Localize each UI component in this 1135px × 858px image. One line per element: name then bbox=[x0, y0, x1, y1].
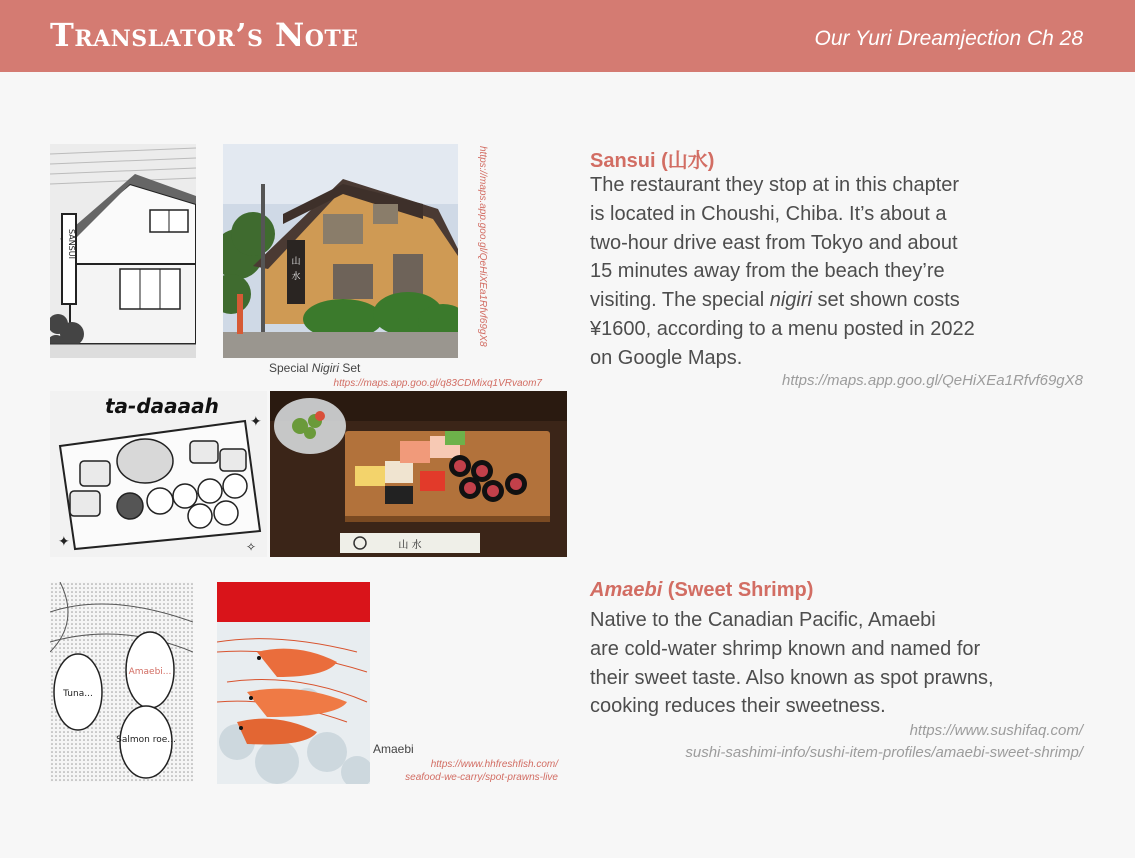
amaebi-body-line: their sweet taste. Also known as spot prawns, bbox=[590, 666, 994, 689]
sansui-body-line: on Google Maps. bbox=[590, 346, 743, 369]
manga-panel-restaurant bbox=[50, 144, 196, 358]
sansui-body-line: The restaurant they stop at in this chapter bbox=[590, 174, 960, 196]
amaebi-photo-url-line[interactable]: https://www.hhfreshfish.com/ bbox=[430, 759, 558, 770]
sansui-body-line: two-hour drive east from Tokyo and about bbox=[590, 231, 958, 254]
photo-amaebi-shrimp bbox=[217, 582, 370, 784]
amaebi-title bbox=[590, 579, 813, 602]
amaebi-source-url[interactable] bbox=[685, 720, 1083, 764]
sansui-body-line-nigiri bbox=[590, 286, 1070, 315]
chapter-label: Our Yuri Dreamjection Ch 28 bbox=[814, 27, 1083, 50]
amaebi-source-url-line[interactable]: sushi-sashimi-info/sushi-item-profiles/amaebi-sweet-shrimp/ bbox=[685, 744, 1083, 761]
page-title: Translator’s Note bbox=[50, 16, 359, 54]
manga-sfx-text: ta-daaaah bbox=[105, 394, 219, 418]
sansui-body-text: visiting. The special bbox=[590, 289, 770, 312]
manga-sign-text: SANSUI bbox=[67, 229, 76, 259]
amaebi-caption: Amaebi bbox=[373, 742, 414, 756]
amaebi-title-rest: (Sweet Shrimp) bbox=[662, 579, 814, 601]
sansui-body bbox=[590, 171, 1070, 373]
svg-text:✦: ✦ bbox=[250, 413, 262, 429]
amaebi-body-line: Native to the Canadian Pacific, Amaebi bbox=[590, 609, 936, 631]
amaebi-body bbox=[590, 606, 1070, 721]
photo-nigiri-set bbox=[270, 391, 567, 557]
nigiri-set-caption bbox=[269, 361, 360, 375]
sansui-body-text: set shown costs bbox=[811, 289, 960, 312]
photo-restaurant-exterior bbox=[223, 144, 458, 358]
bubble-amaebi: Amaebi... bbox=[128, 667, 172, 677]
amaebi-photo-url-line[interactable]: seafood-we-carry/spot-prawns-live bbox=[405, 772, 558, 783]
bubble-salmon-roe: Salmon roe... bbox=[116, 735, 176, 745]
sansui-body-line: 15 minutes away from the beach they’re bbox=[590, 260, 945, 283]
amaebi-body-line: cooking reduces their sweetness. bbox=[590, 695, 886, 718]
amaebi-photo-url[interactable] bbox=[360, 758, 558, 784]
amaebi-body-line: are cold-water shrimp known and named for bbox=[590, 637, 981, 660]
nigiri-caption-em: Nigiri bbox=[311, 361, 340, 375]
chopstick-label: 山 水 bbox=[398, 540, 422, 551]
nigiri-caption-suffix: Set bbox=[339, 361, 361, 375]
bubble-tuna: Tuna... bbox=[63, 689, 93, 699]
manga-panel-sushi bbox=[50, 391, 267, 557]
nigiri-set-url[interactable]: https://maps.app.goo.gl/q83CDMixq1VRvaom7 bbox=[333, 378, 542, 389]
sansui-body-line: is located in Choushi, Chiba. It’s about a bbox=[590, 202, 947, 225]
restaurant-photo-url[interactable]: https://maps.app.goo.gl/QeHiXEa1Rfvf69gX8 bbox=[477, 146, 488, 347]
sansui-body-line: ¥1600, according to a menu posted in 2022 bbox=[590, 317, 975, 340]
svg-text:水: 水 bbox=[291, 272, 301, 282]
sansui-source-url[interactable]: https://maps.app.goo.gl/QeHiXEa1Rfvf69gX8 bbox=[781, 372, 1083, 389]
header-banner bbox=[0, 0, 1135, 72]
svg-text:✧: ✧ bbox=[246, 540, 257, 554]
sansui-title: Sansui (山水) bbox=[590, 150, 715, 172]
svg-text:✦: ✦ bbox=[58, 533, 70, 549]
nigiri-caption-prefix: Special bbox=[269, 361, 312, 375]
sansui-body-em: nigiri bbox=[769, 289, 812, 312]
svg-text:山: 山 bbox=[291, 257, 301, 267]
amaebi-source-url-line[interactable]: https://www.sushifaq.com/ bbox=[909, 722, 1083, 739]
manga-panel-amaebi bbox=[50, 582, 193, 782]
amaebi-title-em: Amaebi bbox=[590, 579, 663, 601]
